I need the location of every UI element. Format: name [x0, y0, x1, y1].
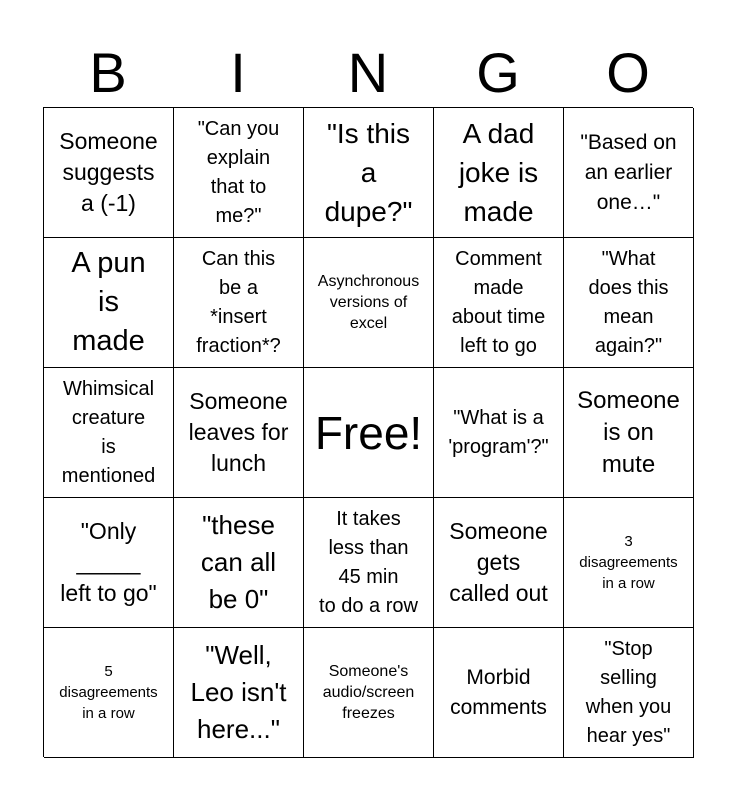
bingo-cell[interactable] — [434, 498, 564, 628]
bingo-cell[interactable] — [564, 628, 694, 758]
bingo-cell[interactable] — [44, 498, 174, 628]
bingo-cell[interactable] — [174, 108, 304, 238]
cell-text: "these can all be 0" — [200, 510, 277, 614]
bingo-cell[interactable] — [434, 628, 564, 758]
bingo-cell[interactable] — [434, 238, 564, 368]
header-letter-n: N — [347, 41, 389, 104]
header-letter-i: I — [230, 41, 246, 104]
cell-text: "Only _____ left to go" — [60, 518, 157, 606]
cell-text: Morbid comments — [450, 665, 547, 719]
bingo-cell[interactable] — [304, 238, 434, 368]
cell-text: "Well, Leo isn't here..." — [190, 640, 287, 744]
bingo-cell[interactable] — [304, 498, 434, 628]
bingo-cell[interactable] — [304, 628, 434, 758]
bingo-cell[interactable] — [174, 498, 304, 628]
bingo-cell[interactable] — [434, 108, 564, 238]
bingo-cell[interactable] — [44, 108, 174, 238]
header-letter-o: O — [606, 41, 650, 104]
cell-text: Whimsical creature is mentioned — [61, 377, 156, 487]
cell-text: A dad joke is made — [458, 118, 539, 227]
cell-text: "Based on an earlier one…" — [580, 130, 677, 214]
bingo-cell[interactable] — [564, 108, 694, 238]
bingo-cell[interactable] — [564, 498, 694, 628]
cell-text: 5 disagreements in a row — [59, 663, 158, 722]
free-space-cell[interactable] — [304, 368, 434, 498]
cell-text: A pun is made — [71, 247, 146, 357]
cell-text: 3 disagreements in a row — [579, 533, 678, 592]
header-letter-g: G — [476, 41, 520, 104]
bingo-cell[interactable] — [564, 368, 694, 498]
cell-text: Someone leaves for lunch — [188, 388, 289, 476]
cell-text: Asynchronous versions of excel — [317, 273, 420, 332]
bingo-cell[interactable] — [44, 628, 174, 758]
free-space-label: Free! — [314, 406, 423, 459]
bingo-cell[interactable] — [174, 238, 304, 368]
bingo-cell[interactable] — [174, 628, 304, 758]
bingo-cell[interactable] — [434, 368, 564, 498]
bingo-cell[interactable] — [44, 368, 174, 498]
bingo-cell[interactable] — [564, 238, 694, 368]
cell-text: Someone is on mute — [577, 386, 680, 478]
bingo-header — [43, 40, 693, 106]
cell-text: It takes less than 45 min to do a row — [319, 507, 418, 617]
cell-text: "What does this mean again?" — [588, 247, 669, 357]
cell-text: Someone suggests a (-1) — [59, 128, 158, 216]
cell-text: "What is a 'program'?" — [448, 406, 549, 458]
header-letter-b: B — [89, 41, 127, 104]
cell-text: "Can you explain that to me?" — [197, 117, 280, 227]
cell-text: "Stop selling when you hear yes" — [585, 637, 672, 747]
bingo-cell[interactable] — [44, 238, 174, 368]
cell-text: Comment made about time left to go — [451, 247, 546, 357]
cell-text: "Is this a dupe?" — [324, 118, 413, 227]
bingo-board — [43, 107, 693, 757]
bingo-cell[interactable] — [174, 368, 304, 498]
cell-text: Can this be a *insert fraction*? — [196, 247, 281, 357]
bingo-cell[interactable] — [304, 108, 434, 238]
cell-text: Someone gets called out — [449, 518, 548, 606]
cell-text: Someone's audio/screen freezes — [322, 663, 415, 722]
